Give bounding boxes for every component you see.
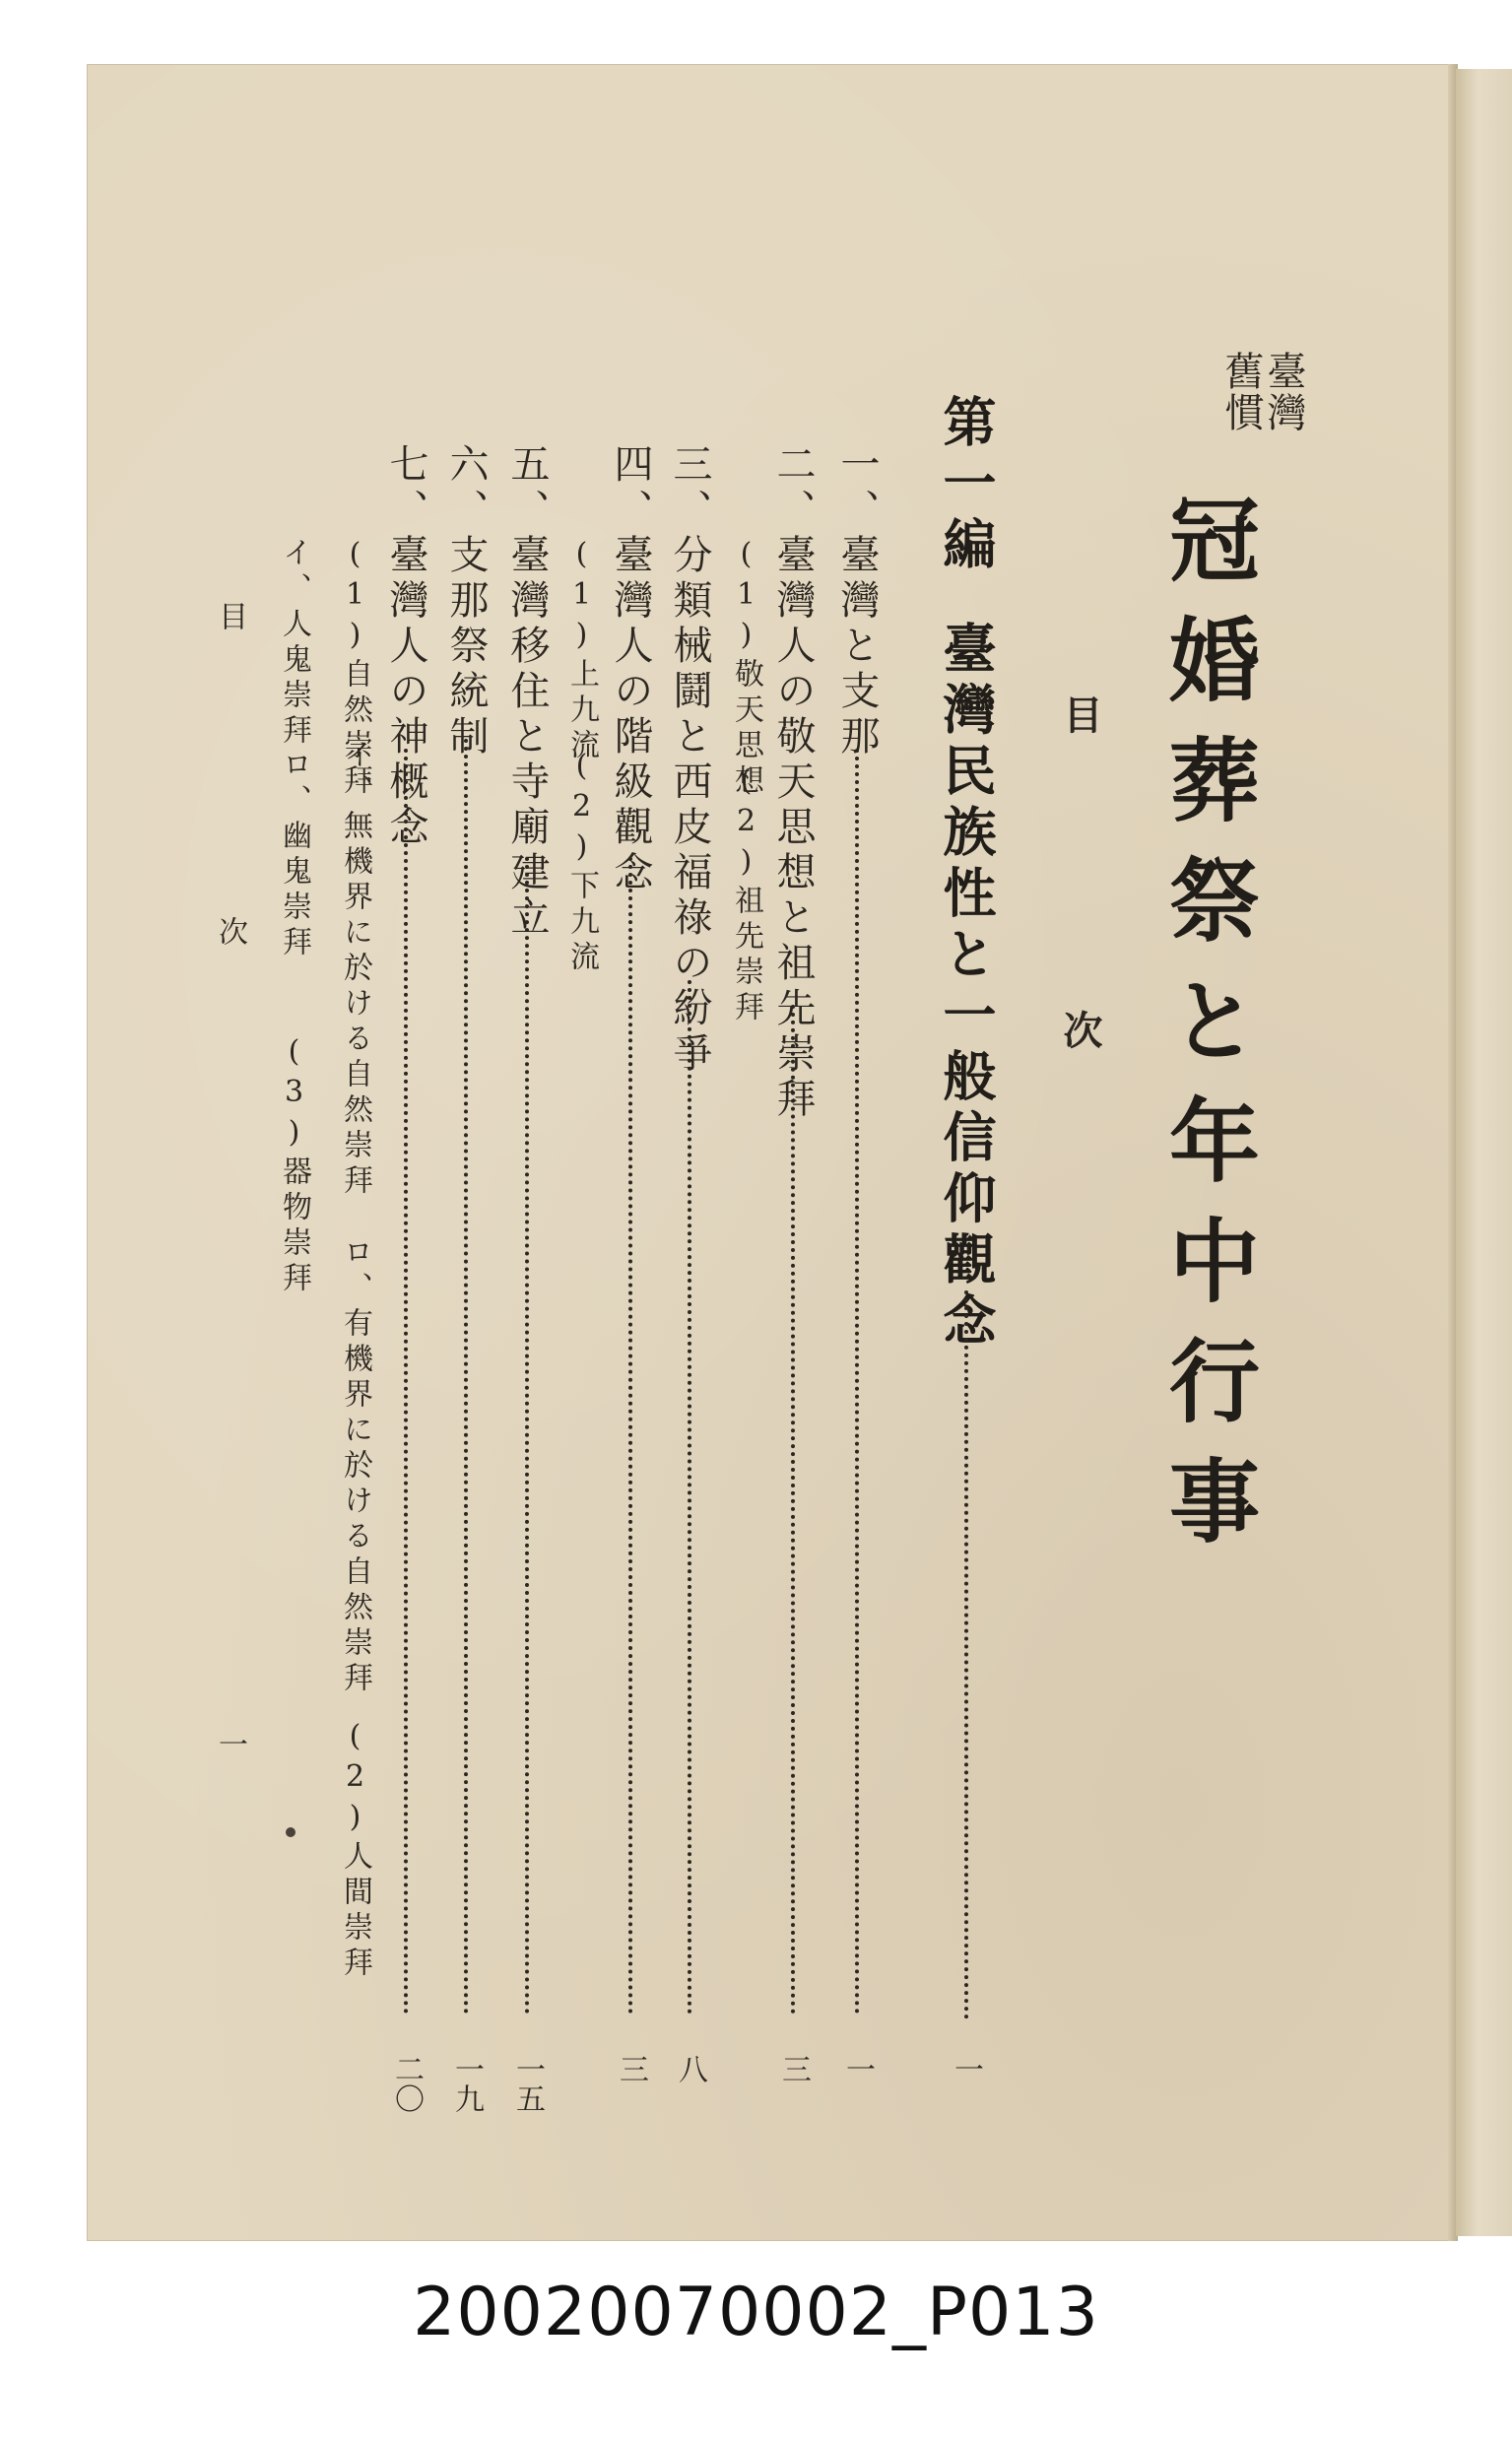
leader-dots-2: [791, 1005, 795, 2014]
running-footer-page: 一: [213, 1729, 247, 1758]
toc-entry-1: 一、臺灣と支那: [834, 443, 880, 760]
toc-sub-2-1: (1)敬天思想: [729, 537, 763, 800]
toc-entry-5: 五、臺灣移住と寺廟建立: [504, 443, 550, 942]
toc-sub-7-3: (3)器物崇拜: [277, 1034, 311, 1297]
stray-ink-dot: [286, 1827, 296, 1837]
part-title: 臺灣民族性と一般信仰觀念: [935, 621, 998, 1354]
toc-page-4: 三: [614, 2054, 648, 2083]
leader-dots-1: [855, 749, 859, 2014]
leader-dots-6: [464, 739, 468, 2014]
toc-page-2: 三: [776, 2054, 811, 2083]
toc-page-6: 一九: [449, 2054, 484, 2113]
part-leader-dots: [964, 1290, 968, 2019]
leader-dots-3: [688, 980, 691, 2014]
toc-entry-2: 二、臺灣人の敬天思想と祖先崇拜: [770, 443, 816, 1123]
image-id-label: 20020070002_P013: [413, 2274, 1099, 2351]
adjacent-page-edge: [1456, 69, 1512, 2236]
toc-page-7: 二〇: [389, 2054, 424, 2113]
toc-entry-6: 六、支那祭統制: [443, 443, 489, 760]
toc-page-1: 一: [840, 2054, 875, 2083]
toc-heading: 目 次: [1057, 694, 1103, 1167]
book-title: 冠婚葬祭と年中行事: [1154, 493, 1261, 1574]
toc-entry-3: 三、分類械鬪と西皮福祿の紛爭: [667, 443, 712, 1078]
toc-entry-7: 七、臺灣人の神概念: [383, 443, 428, 851]
toc-sub-2-2: (2)祖先崇拜: [729, 763, 763, 1026]
running-footer-label: 目 次: [213, 601, 247, 1074]
part-label: 第一編: [935, 394, 998, 577]
toc-page-3: 八: [673, 2054, 707, 2083]
leader-dots-7: [404, 749, 408, 2014]
toc-sub-7-1a: イ、無機界に於ける自然崇拜: [338, 739, 372, 1200]
toc-sub-7-2a: イ、人鬼崇拜: [277, 537, 311, 750]
part-page: 一: [949, 2054, 983, 2083]
toc-sub-7-2b: ロ、幽鬼崇拜: [277, 749, 311, 961]
title-prefix-left: 舊慣: [1218, 351, 1264, 433]
toc-entry-4: 四、臺灣人の階級觀念: [608, 443, 653, 896]
leader-dots-4: [628, 857, 632, 2014]
toc-sub-7-1b: ロ、有機界に於ける自然崇拜: [338, 1236, 372, 1697]
toc-sub-7-1: (1)自然崇拜: [338, 537, 372, 800]
title-prefix-right: 臺灣: [1261, 351, 1306, 433]
toc-sub-7-2: (2)人間崇拜: [338, 1719, 372, 1982]
toc-page-5: 一五: [510, 2054, 545, 2113]
toc-sub-4-1: (1)上九流: [564, 537, 599, 764]
toc-sub-4-2: (2)下九流: [564, 749, 599, 976]
leader-dots-5: [525, 857, 529, 2014]
